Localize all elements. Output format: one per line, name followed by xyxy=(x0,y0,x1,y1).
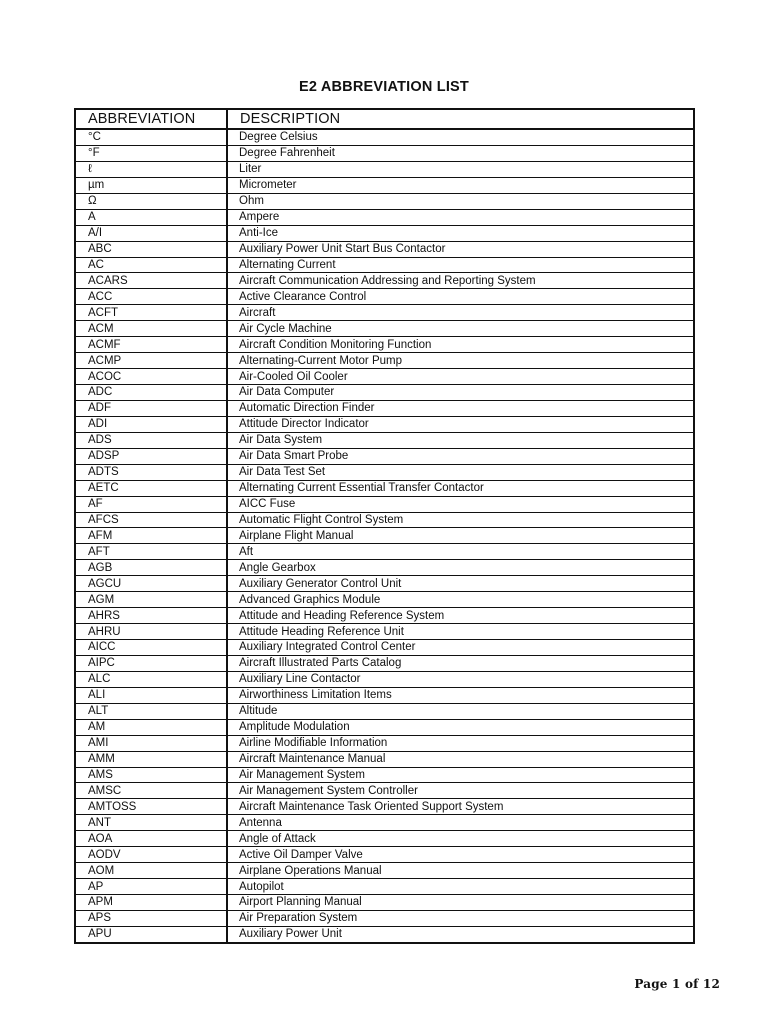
table-row xyxy=(75,241,694,257)
description-cell: Advanced Graphics Module xyxy=(227,592,694,608)
abbreviation-cell: ℓ xyxy=(75,161,227,177)
abbreviation-cell: AGCU xyxy=(75,576,227,592)
table-row xyxy=(75,687,694,703)
abbreviation-cell: AMM xyxy=(75,751,227,767)
description-cell: Autopilot xyxy=(227,879,694,895)
description-cell: Airplane Flight Manual xyxy=(227,528,694,544)
description-cell: Auxiliary Generator Control Unit xyxy=(227,576,694,592)
abbreviation-cell: ALC xyxy=(75,671,227,687)
table-row xyxy=(75,225,694,241)
abbreviation-cell: ADF xyxy=(75,400,227,416)
description-cell: Airworthiness Limitation Items xyxy=(227,687,694,703)
table-row xyxy=(75,719,694,735)
table-row xyxy=(75,528,694,544)
abbreviation-cell: AETC xyxy=(75,480,227,496)
abbreviation-cell: ANT xyxy=(75,815,227,831)
description-cell: Aircraft Illustrated Parts Catalog xyxy=(227,655,694,671)
abbreviation-cell: APM xyxy=(75,895,227,911)
description-cell: Liter xyxy=(227,161,694,177)
table-row xyxy=(75,671,694,687)
table-row xyxy=(75,464,694,480)
abbreviation-cell: AHRS xyxy=(75,608,227,624)
description-cell: Aircraft Maintenance Manual xyxy=(227,751,694,767)
table-row xyxy=(75,751,694,767)
description-cell: Airline Modifiable Information xyxy=(227,735,694,751)
abbreviation-cell: AOM xyxy=(75,863,227,879)
description-cell: Air Data Smart Probe xyxy=(227,448,694,464)
document-title: E2 ABBREVIATION LIST xyxy=(299,79,469,95)
table-row xyxy=(75,863,694,879)
abbreviation-cell: ADI xyxy=(75,416,227,432)
description-cell: Amplitude Modulation xyxy=(227,719,694,735)
table-row xyxy=(75,926,694,942)
abbreviation-cell: AM xyxy=(75,719,227,735)
abbreviation-cell: AFM xyxy=(75,528,227,544)
abbreviation-cell: ADC xyxy=(75,385,227,401)
table-row xyxy=(75,177,694,193)
abbreviation-cell: ADS xyxy=(75,432,227,448)
table-row xyxy=(75,799,694,815)
table-row xyxy=(75,209,694,225)
description-cell: Alternating Current Essential Transfer Contactor xyxy=(227,480,694,496)
table-row xyxy=(75,608,694,624)
table-row xyxy=(75,592,694,608)
table-row xyxy=(75,257,694,273)
abbreviation-cell: ALT xyxy=(75,703,227,719)
description-cell: Ohm xyxy=(227,193,694,209)
table-row xyxy=(75,337,694,353)
abbreviation-cell: AGB xyxy=(75,560,227,576)
description-cell: Aircraft xyxy=(227,305,694,321)
description-cell: Attitude Director Indicator xyxy=(227,416,694,432)
description-cell: Alternating-Current Motor Pump xyxy=(227,353,694,369)
abbreviation-cell: APS xyxy=(75,910,227,926)
table-row xyxy=(75,416,694,432)
table-row xyxy=(75,910,694,926)
description-cell: Airport Planning Manual xyxy=(227,895,694,911)
abbreviation-cell: APU xyxy=(88,928,112,941)
abbreviation-cell: AF xyxy=(75,496,227,512)
description-cell: Attitude and Heading Reference System xyxy=(227,608,694,624)
abbreviation-cell: AMI xyxy=(75,735,227,751)
table-row xyxy=(75,496,694,512)
description-cell: Air Management System xyxy=(227,767,694,783)
description-cell: Auxiliary Power Unit xyxy=(227,926,694,942)
abbreviation-cell: ACMP xyxy=(75,353,227,369)
abbreviation-cell: ADSP xyxy=(75,448,227,464)
abbreviation-cell: AP xyxy=(75,879,227,895)
abbreviation-cell: AMS xyxy=(75,767,227,783)
abbreviation-table xyxy=(74,108,695,944)
description-cell: AICC Fuse xyxy=(227,496,694,512)
abbreviation-cell: ACARS xyxy=(75,273,227,289)
description-cell: Degree Celsius xyxy=(227,129,694,145)
table-row xyxy=(75,129,694,145)
description-cell: Air Preparation System xyxy=(227,910,694,926)
abbreviation-cell: AMTOSS xyxy=(75,799,227,815)
table-row xyxy=(75,831,694,847)
description-cell: Air Data Test Set xyxy=(227,464,694,480)
table-row xyxy=(75,400,694,416)
abbreviation-cell: ALI xyxy=(75,687,227,703)
table-row xyxy=(75,305,694,321)
abbreviation-cell: AODV xyxy=(75,847,227,863)
table-row xyxy=(75,847,694,863)
description-cell: Degree Fahrenheit xyxy=(227,145,694,161)
abbreviation-cell: µm xyxy=(75,177,227,193)
abbreviation-cell: Ω xyxy=(75,193,227,209)
abbreviation-cell: A xyxy=(75,209,227,225)
abbreviation-cell: ACOC xyxy=(75,369,227,385)
description-cell: Air-Cooled Oil Cooler xyxy=(227,369,694,385)
description-cell: Air Cycle Machine xyxy=(227,321,694,337)
table-row xyxy=(75,624,694,640)
abbreviation-cell: AGM xyxy=(75,592,227,608)
table-row xyxy=(75,735,694,751)
abbreviation-cell: AOA xyxy=(75,831,227,847)
abbreviation-cell: AC xyxy=(75,257,227,273)
description-cell: Angle of Attack xyxy=(227,831,694,847)
description-cell: Airplane Operations Manual xyxy=(227,863,694,879)
description-cell: Micrometer xyxy=(227,177,694,193)
abbreviation-cell: AHRU xyxy=(75,624,227,640)
abbreviation-cell: °F xyxy=(75,145,227,161)
abbreviation-cell: ACFT xyxy=(75,305,227,321)
table-row xyxy=(75,161,694,177)
description-cell: Anti-Ice xyxy=(227,225,694,241)
table-row xyxy=(75,576,694,592)
table-row xyxy=(75,767,694,783)
column-header-abbreviation: ABBREVIATION xyxy=(75,109,227,129)
description-cell: Air Management System Controller xyxy=(227,783,694,799)
column-header-description: DESCRIPTION xyxy=(227,109,694,129)
abbreviation-cell: A/I xyxy=(75,225,227,241)
table-row xyxy=(75,895,694,911)
abbreviation-cell: ABC xyxy=(75,241,227,257)
description-cell: Active Clearance Control xyxy=(227,289,694,305)
table-row xyxy=(75,544,694,560)
description-cell: Antenna xyxy=(227,815,694,831)
abbreviation-cell: AFT xyxy=(75,544,227,560)
abbreviation-cell: °C xyxy=(75,129,227,145)
abbreviation-cell: AMSC xyxy=(75,783,227,799)
table-row xyxy=(75,815,694,831)
abbreviation-cell: AIPC xyxy=(75,655,227,671)
description-cell: Auxiliary Line Contactor xyxy=(227,671,694,687)
description-cell: Alternating Current xyxy=(227,257,694,273)
description-cell: Angle Gearbox xyxy=(227,560,694,576)
abbreviation-cell: AFCS xyxy=(75,512,227,528)
table-row xyxy=(75,480,694,496)
table-row xyxy=(75,448,694,464)
table-row xyxy=(75,560,694,576)
table-row xyxy=(75,321,694,337)
table-row xyxy=(75,655,694,671)
table-row xyxy=(75,369,694,385)
table-row xyxy=(75,385,694,401)
table-row xyxy=(75,145,694,161)
description-cell: Automatic Flight Control System xyxy=(227,512,694,528)
abbreviation-cell: ACM xyxy=(75,321,227,337)
description-cell: Ampere xyxy=(227,209,694,225)
page-number: Page 1 of 12 xyxy=(634,977,720,991)
table-row xyxy=(75,273,694,289)
abbreviation-cell: ADTS xyxy=(75,464,227,480)
table-body xyxy=(75,129,694,943)
description-cell: Attitude Heading Reference Unit xyxy=(227,624,694,640)
table-row xyxy=(75,432,694,448)
description-cell: Aircraft Maintenance Task Oriented Support System xyxy=(227,799,694,815)
table-row xyxy=(75,353,694,369)
description-cell: Aircraft Communication Addressing and Reporting System xyxy=(227,273,694,289)
table-row xyxy=(75,783,694,799)
description-cell: Auxiliary Integrated Control Center xyxy=(227,640,694,656)
description-cell: Automatic Direction Finder xyxy=(227,400,694,416)
description-cell: Aft xyxy=(227,544,694,560)
description-cell: Active Oil Damper Valve xyxy=(227,847,694,863)
table-row xyxy=(75,193,694,209)
table-row xyxy=(75,703,694,719)
description-cell: Air Data System xyxy=(227,432,694,448)
description-cell: Auxiliary Power Unit Start Bus Contactor xyxy=(227,241,694,257)
description-cell: Altitude xyxy=(227,703,694,719)
table-row xyxy=(75,640,694,656)
table-header-row xyxy=(75,109,694,129)
abbreviation-cell: ACC xyxy=(75,289,227,305)
description-cell: Aircraft Condition Monitoring Function xyxy=(227,337,694,353)
description-cell: Air Data Computer xyxy=(227,385,694,401)
table-row xyxy=(75,512,694,528)
abbreviation-cell: AICC xyxy=(75,640,227,656)
abbreviation-cell: ACMF xyxy=(75,337,227,353)
table-row xyxy=(75,289,694,305)
table-row xyxy=(75,879,694,895)
